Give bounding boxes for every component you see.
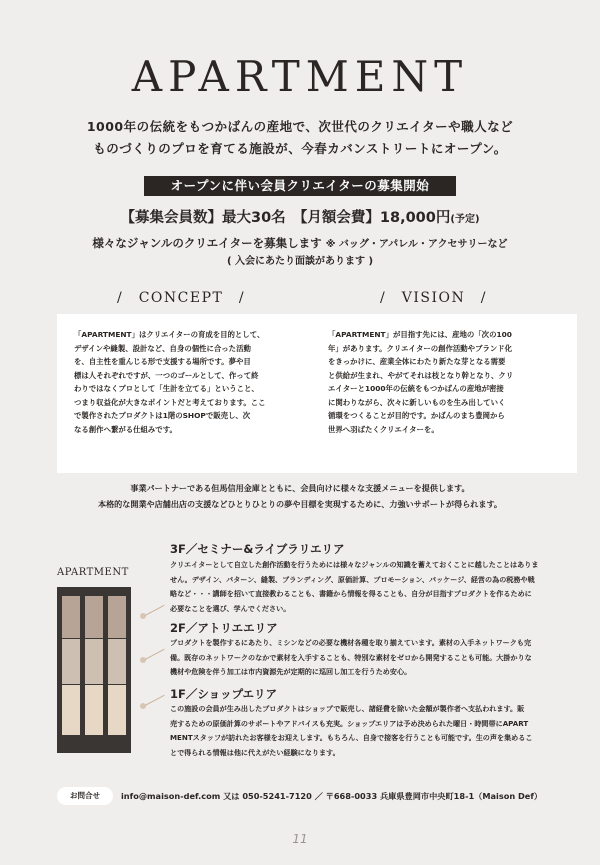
intro-line-1: 1000年の伝統をもつかばんの産地で、次世代のクリエイターや職人など: [86, 119, 514, 134]
intro-text: [0, 116, 600, 160]
partner-line-1: 事業パートナーである但馬信用金庫とともに、会員向けに様々な支援メニューを提供します。: [130, 483, 470, 493]
concept-line: を、自主性を重んじる形で支援する場所です。夢や目: [74, 357, 251, 366]
concept-heading: / CONCEPT /: [117, 290, 246, 306]
genre-info: [0, 235, 600, 251]
floor2-window: [62, 639, 80, 684]
vision-line: 循環をつくることが目的です。かばんのまち豊岡から: [328, 411, 505, 420]
concept-line: 標は人それぞれですが、一つのゴールとして、作って終: [74, 370, 259, 380]
floor1-window: [85, 685, 103, 735]
vision-line: をきっかけに、産業全体にわたり新たな芽となる需要: [328, 357, 506, 366]
vision-heading: / VISION /: [380, 290, 487, 306]
genre-note: ※ バッグ・アパレル・アクセサリーなど: [325, 239, 508, 250]
vision-line: に関わりながら、次々に新しいものを生み出していく: [328, 397, 506, 407]
floor3-title: 3F／セミナー&ライブラリエリア: [170, 542, 345, 556]
floor1-title: 1F／ショップエリア: [170, 687, 278, 701]
fee-info: [0, 206, 600, 227]
genre-main: 様々なジャンルのクリエイターを募集します: [92, 236, 322, 250]
concept-line: わりではなくプロとして「生計を立てる」ということ、: [74, 384, 259, 393]
partner-line-2: 本格的な開業や店舗出店の支援などひとりひとりの夢や目標を実現するために、力強いサポートが得られます。: [97, 499, 503, 509]
concept-line: なる創作へ繋がる仕組みです。: [74, 424, 177, 434]
floor3-line: 略など・・・講師を招いて直接教わることも、書籍から情報を得ることも、自分が目指すプロダクトを作るために: [170, 589, 532, 599]
concept-line: デザインや縫製、設計など、自身の個性に合った活動: [74, 343, 251, 353]
floor2-title: 2F／アトリエエリア: [170, 621, 278, 635]
vision-line: 世界へ羽ばたくクリエイターを。: [328, 424, 439, 434]
floor3-line: せん。デザイン、パターン、縫製、ブランディング、原価計算、プロモーション、パッケージ、経営の為の税務や戦: [170, 574, 535, 584]
interview-note: ( 入会にあたり面談があります ): [226, 256, 374, 267]
floor1-window: [108, 685, 126, 735]
page-number: 11: [292, 832, 308, 846]
intro-line-2: ものづくりのプロを育てる施設が、今春カバンストリートにオープン。: [93, 141, 507, 156]
vision-line: 年」があります。クリエイターの創作活動やブランド化: [328, 343, 513, 353]
floor2-line: 機材や危険を伴う加工は市内資源先が定期的に巡回し加工を行うため安心。: [170, 667, 412, 677]
floor1-window: [62, 685, 80, 735]
floor3-window: [85, 596, 103, 638]
concept-line: つまり収益化が大きなポイントだと考えております。ここ: [74, 397, 266, 407]
concept-line: で製作されたプロダクトは1階のSHOPで販売し、次: [74, 411, 251, 420]
floor2-line: プロダクトを製作するにあたり、ミシンなどの必要な機材各種を取り揃えています。素材の入手ネットワークも完: [170, 638, 532, 647]
floor3-window: [108, 596, 126, 638]
floor3-window: [62, 596, 80, 638]
page-title: APARTMENT: [131, 52, 469, 101]
partner-text: [0, 480, 600, 512]
floor1-line: MENTスタッフが訪れたお客様をお迎えします。もちろん、自身で接客を行うことも可能です。生の声を集めるこ: [170, 733, 533, 743]
floor2-window: [108, 639, 126, 684]
fee-note: (予定): [450, 214, 480, 225]
fee-main: 【募集会員数】最大30名 【月額会費】18,000円: [120, 210, 451, 226]
floor3-connector: [145, 605, 165, 616]
floor1-connector: [145, 695, 165, 706]
floor2-window: [85, 639, 103, 684]
vision-line: と供給が生まれ、やがてそれは枝となり幹となり、クリ: [328, 370, 514, 380]
floor2-connector: [145, 649, 165, 660]
recruitment-banner: オープンに伴い会員クリエイターの募集開始: [144, 176, 456, 196]
floor3-line: 必要なことを選び、学んでください。: [170, 604, 291, 614]
vision-box: [311, 314, 577, 473]
concept-line: 「APARTMENT」はクリエイターの育成を目的として、: [74, 330, 265, 339]
floor3-text: [170, 558, 548, 617]
floor2-line: 備。既存のネットワークのなかで素材を入手することも、特別な素材をゼロから開発することも可能。大掛かりな: [170, 652, 532, 662]
contact-badge: お問合せ: [57, 787, 113, 805]
vision-line: エイターと1000年の伝統をもつかばんの産地が密接: [328, 384, 504, 393]
building-label: APARTMENT: [57, 567, 129, 578]
floor1-text: [170, 702, 548, 761]
floor1-line: 売するための原価計算のサポートやアドバイスも充実。ショップエリアは予め決められた曜日・時間帯にAPART: [170, 718, 529, 728]
vision-line: 「APARTMENT」が目指す先には、産地の「次の100: [328, 330, 512, 339]
floor3-line: クリエイターとして自立した創作活動を行うためには様々なジャンルの知識を蓄えておくことに越したことはありま: [170, 560, 539, 569]
concept-box: [57, 314, 323, 473]
floor2-text: [170, 636, 548, 680]
building-illustration: [57, 587, 131, 753]
floor1-line: この施設の会員が生み出したプロダクトはショップで販売し、諸経費を除いた金額が製作者へ支払われます。販: [170, 704, 525, 713]
contact-text: info@maison-def.com 又は 050-5241-7120 ／ 〒668-0033 兵庫県豊岡市中央町18-1（Maison Def）: [121, 791, 543, 801]
floor1-line: とで得られる情報は他に代えがたい経験になります。: [170, 748, 340, 758]
